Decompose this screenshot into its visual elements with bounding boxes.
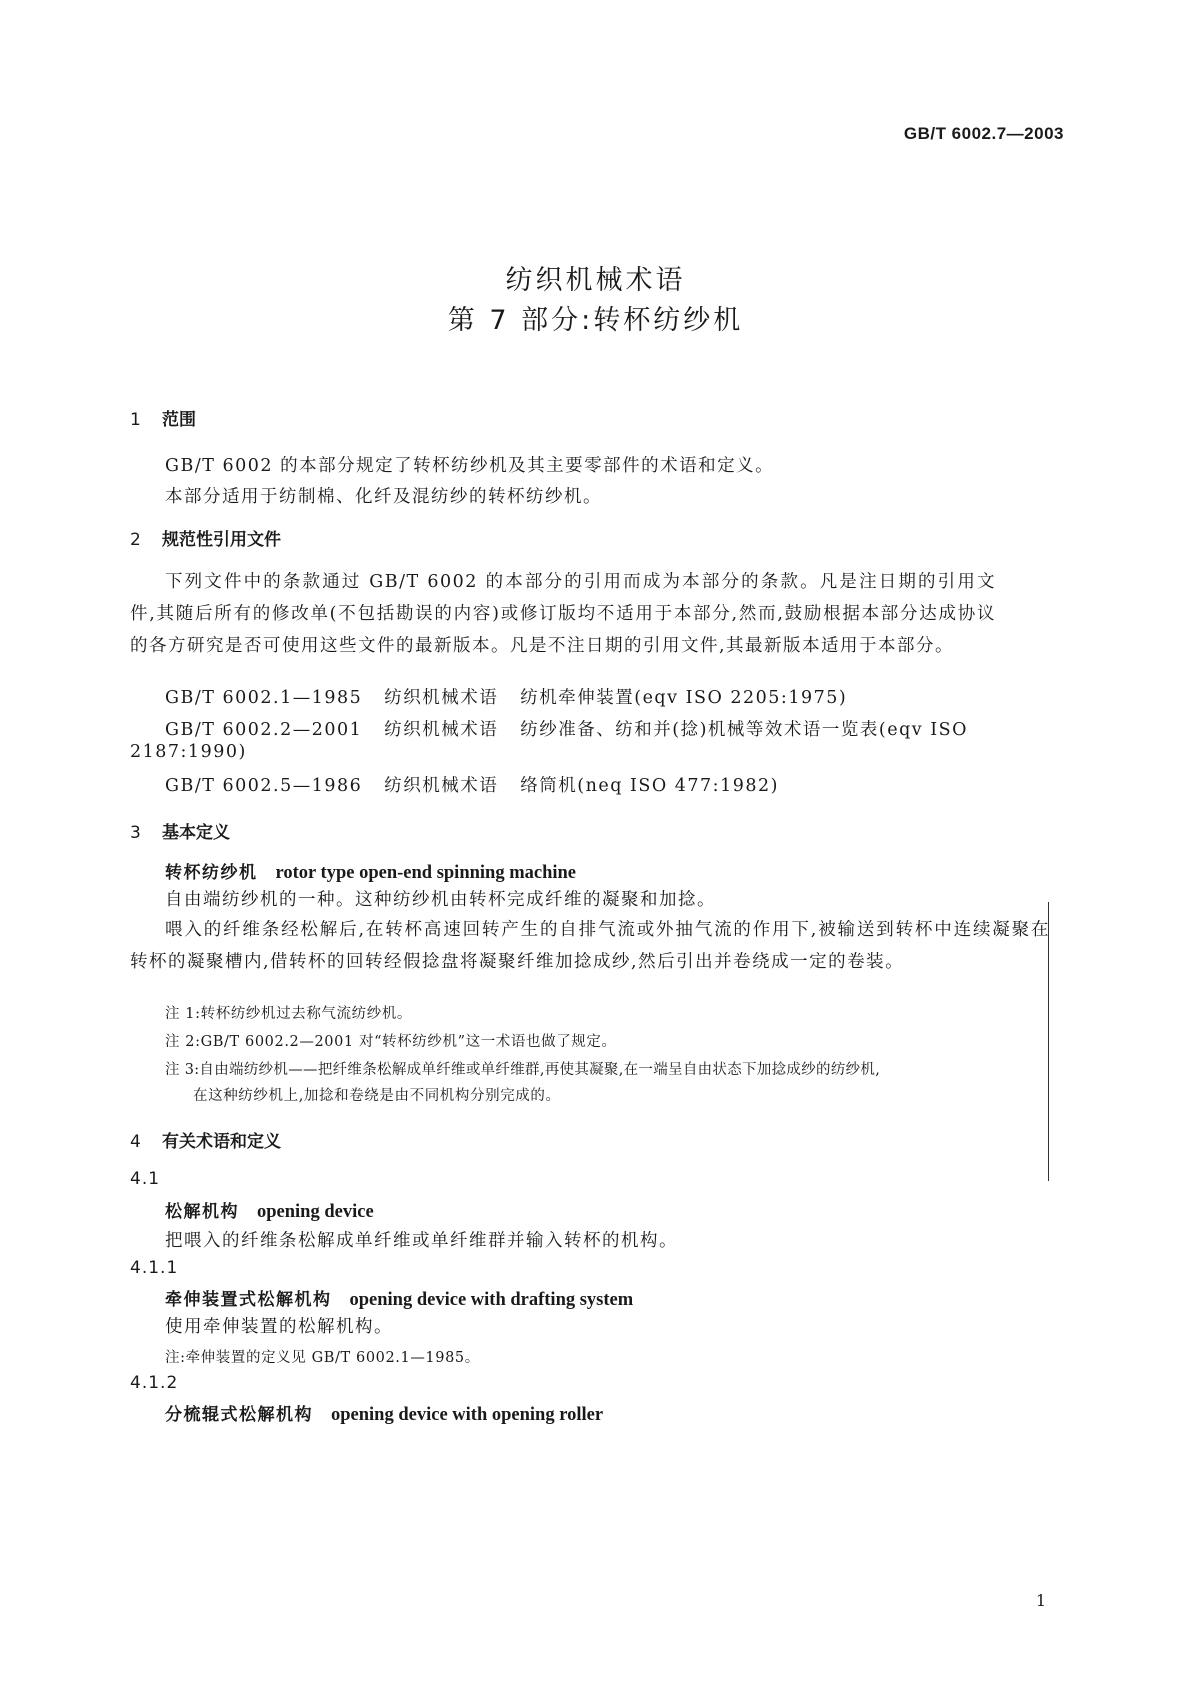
reference-item: [165, 772, 779, 797]
item-number: 4.1.2: [130, 1373, 179, 1393]
term-english: rotor type open-end spinning machine: [275, 863, 576, 883]
item-number: 4.1: [130, 1169, 161, 1189]
s2-intro-paragraph: 下列文件中的条款通过 GB/T 6002 的本部分的引用而成为本部分的条款。凡是注日期的引用文件,其随后所有的修改单(不包括勘误的内容)或修订版均不适用于本部分,然而,鼓励根据本部分达成协议的各方研究是否可使用这些文件的最新版本。凡是不注日期的引用文件,其最新版本适用于本部分。: [130, 572, 996, 656]
page-number: 1: [1035, 1591, 1046, 1610]
s3-term: [165, 858, 576, 884]
section-title: 规范性引用文件: [162, 530, 281, 550]
section-1-heading: [130, 405, 196, 430]
term-chinese: 牵伸装置式松解机构: [165, 1290, 332, 1310]
s3-note-3: 注 3:自由端纺纱机——把纤维条松解成单纤维或单纤维群,再使其凝聚,在一端呈自由状态下加捻成纱的纺纱机,: [165, 1062, 881, 1078]
section-title: 范围: [162, 410, 196, 430]
term-chinese: 分梳辊式松解机构: [165, 1405, 313, 1425]
section-number: 1: [130, 410, 141, 430]
section-number: 4: [130, 1132, 141, 1152]
term-english: opening device: [257, 1202, 374, 1222]
document-title-line2: 第 7 部分:转杯纺纱机: [447, 305, 744, 336]
section-title: 有关术语和定义: [162, 1132, 281, 1152]
term-english: opening device with drafting system: [349, 1290, 634, 1310]
s3-note-2: 注 2:GB/T 6002.2—2001 对“转杯纺纱机”这一术语也做了规定。: [165, 1034, 617, 1050]
reference-code: GB/T 6002.2—2001: [165, 720, 363, 740]
reference-code: GB/T 6002.5—1986: [165, 776, 363, 796]
document-title-line1: 纺织机械术语: [505, 265, 686, 296]
s3-note-1: 注 1:转杯纺纱机过去称气流纺纱机。: [165, 1006, 413, 1022]
reference-desc: 络筒机(neq ISO 477:1982): [520, 776, 779, 796]
item-definition: 使用牵伸装置的松解机构。: [165, 1317, 393, 1337]
section-title: 基本定义: [162, 823, 230, 843]
section-3-heading: [130, 818, 230, 843]
reference-title: 纺织机械术语: [384, 776, 499, 796]
item-definition: 把喂入的纤维条松解成单纤维或单纤维群并输入转杯的机构。: [165, 1231, 678, 1251]
s3-definition: 自由端纺纱机的一种。这种纺纱机由转杯完成纤维的凝聚和加捻。: [165, 890, 716, 910]
term-english: opening device with opening roller: [331, 1405, 604, 1425]
reference-title: 纺织机械术语: [384, 720, 499, 740]
standard-code: GB/T 6002.7—2003: [903, 124, 1064, 143]
s1-paragraph-2: 本部分适用于纺制棉、化纤及混纺纱的转杯纺纱机。: [165, 487, 602, 507]
reference-desc-continued: 2187:1990): [130, 742, 247, 762]
reference-desc: 纺纱准备、纺和并(捻)机械等效术语一览表(eqv ISO: [520, 720, 968, 740]
reference-title: 纺织机械术语: [384, 688, 499, 708]
reference-item: [165, 684, 847, 709]
reference-desc: 纺机牵伸装置(eqv ISO 2205:1975): [520, 688, 848, 708]
section-number: 3: [130, 823, 141, 843]
s1-paragraph-1: GB/T 6002 的本部分规定了转杯纺纱机及其主要零部件的术语和定义。: [165, 456, 775, 476]
reference-code: GB/T 6002.1—1985: [165, 688, 363, 708]
s3-explanation: 喂入的纤维条经松解后,在转杯高速回转产生的自排气流或外抽气流的作用下,被输送到转杯中连续凝聚在转杯的凝聚槽内,借转杯的回转经假捻盘将凝聚纤维加捻成纱,然后引出并卷绕成一定的卷装。: [130, 920, 1050, 972]
change-bar: [1048, 902, 1049, 1181]
item-note: 注:牵伸装置的定义见 GB/T 6002.1—1985。: [165, 1350, 480, 1366]
item-term: [165, 1285, 633, 1311]
section-number: 2: [130, 530, 141, 550]
item-term: [165, 1197, 374, 1223]
reference-item: [165, 716, 968, 741]
section-4-heading: [130, 1127, 281, 1152]
item-term: [165, 1400, 603, 1426]
item-number: 4.1.1: [130, 1258, 179, 1278]
s3-note-3-continued: 在这种纺纱机上,加捻和卷绕是由不同机构分别完成的。: [193, 1088, 561, 1104]
section-2-heading: [130, 525, 281, 550]
term-chinese: 转杯纺纱机: [165, 863, 258, 883]
term-chinese: 松解机构: [165, 1202, 239, 1222]
